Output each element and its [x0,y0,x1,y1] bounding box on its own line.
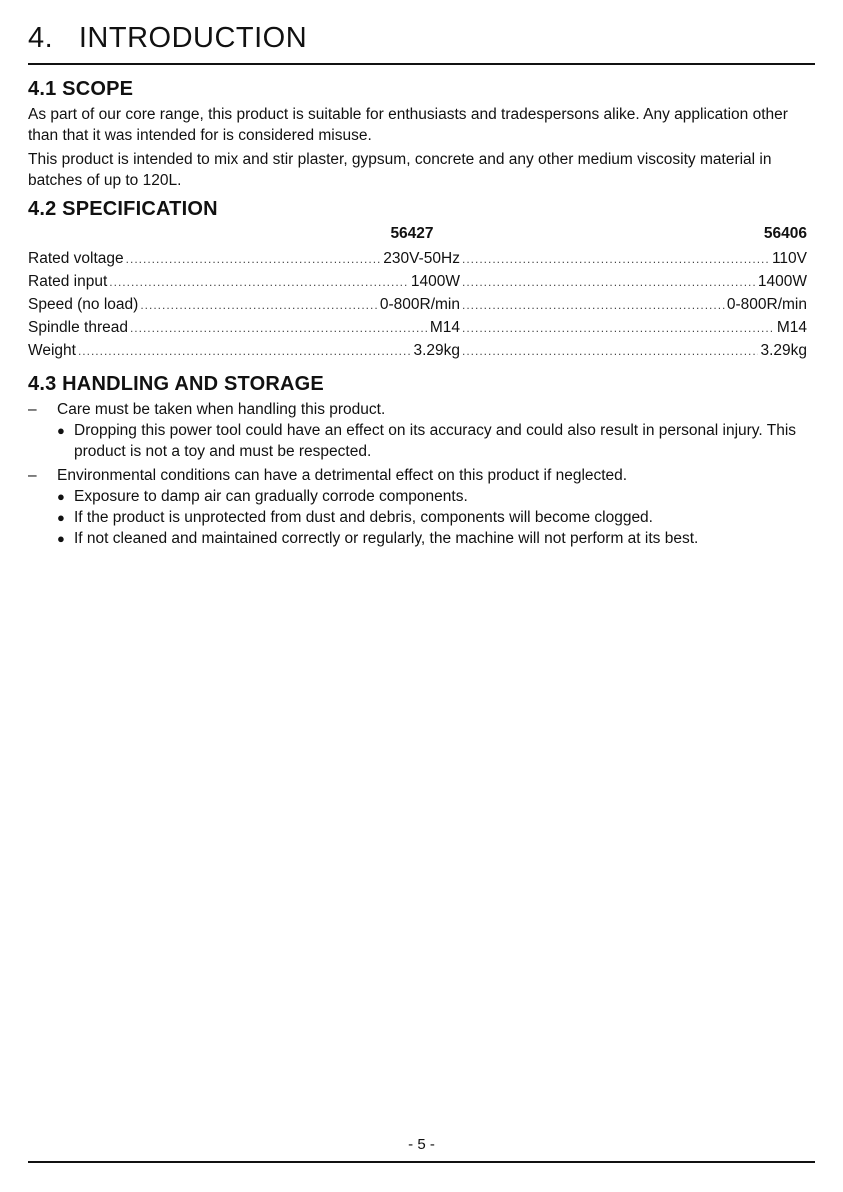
dash-marker: – [28,401,37,418]
spec-value-model-1: 230V-50Hz [383,250,460,267]
bullet-icon: ● [57,531,65,546]
handling-subitem-text: Dropping this power tool could have an effect on its accuracy and could also result in personal injury. This product is not a toy and must be respected. [74,422,797,460]
spec-value-model-1: M14 [429,319,460,336]
spec-value-model-1: 0-800R/min [379,296,460,313]
bullet-icon: ● [57,423,65,438]
spec-row-weight [28,340,807,362]
spec-row-spindle-thread [28,317,807,339]
dot-leader [462,340,758,362]
model-number-56406: 56406 [763,225,807,242]
dot-leader [462,317,775,339]
handling-subitem [57,420,815,462]
dot-leader [126,248,382,270]
page-number: - 5 - [408,1136,435,1153]
scope-paragraph-2: This product is intended to mix and stir plaster, gypsum, concrete and any other medium viscosity material in batches of up to 120L. [28,151,772,189]
spec-label: Rated input [28,273,108,290]
dot-leader [462,271,756,293]
handling-subitem-text: If the product is unprotected from dust and debris, components will become clogged. [74,509,653,526]
spec-value-model-1: 1400W [410,273,460,290]
handling-item-text: Environmental conditions can have a detrimental effect on this product if neglected. [57,467,628,484]
bullet-icon: ● [57,489,65,504]
handling-subitem [57,486,815,507]
handling-item-text: Care must be taken when handling this product. [57,401,386,418]
chapter-divider [28,63,815,65]
dot-leader [130,317,428,339]
handling-subitem-text: Exposure to damp air can gradually corrode components. [74,488,468,505]
spec-label: Weight [28,342,76,359]
spec-value-model-2: 1400W [757,273,807,290]
spec-value-model-2: 0-800R/min [726,296,807,313]
dot-leader [78,340,411,362]
footer-divider [28,1161,815,1163]
spec-label: Speed (no load) [28,296,139,313]
chapter-title: 4. INTRODUCTION [28,22,308,54]
spec-value-model-2: 3.29kg [760,342,807,359]
scope-paragraph-1: As part of our core range, this product is suitable for enthusiasts and tradespersons alike. Any application other than that it was intended for is considered misuse. [28,106,788,144]
spec-value-model-2: 110V [771,250,807,267]
dot-leader [140,294,378,316]
dash-marker: – [28,467,37,484]
handling-subitem [57,528,815,549]
spec-value-model-1: 3.29kg [413,342,460,359]
handling-item-1 [28,399,815,462]
spec-label: Spindle thread [28,319,128,336]
spec-value-model-2: M14 [776,319,807,336]
spec-row-rated-voltage [28,248,807,270]
model-number-56427: 56427 [390,225,434,242]
dot-leader [462,248,770,270]
handling-subitem-text: If not cleaned and maintained correctly or regularly, the machine will not perform at its best. [74,530,699,547]
handling-heading: 4.3 HANDLING AND STORAGE [28,373,324,395]
spec-row-speed-no-load [28,294,807,316]
spec-label: Rated voltage [28,250,124,267]
handling-list [28,399,815,549]
handling-item-2 [28,465,815,549]
bullet-icon: ● [57,510,65,525]
scope-heading: 4.1 SCOPE [28,78,134,100]
specification-heading: 4.2 SPECIFICATION [28,198,218,220]
spec-row-rated-input [28,271,807,293]
handling-subitem [57,507,815,528]
dot-leader [109,271,409,293]
dot-leader [462,294,725,316]
